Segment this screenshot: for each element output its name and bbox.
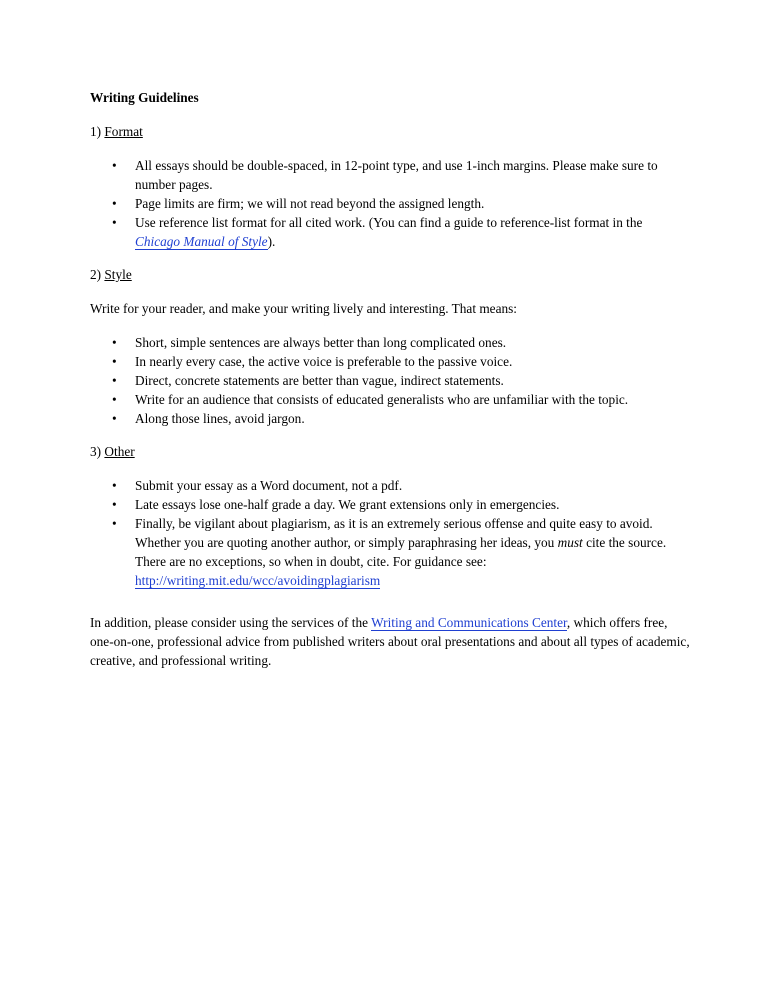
- section-heading-label: Style: [104, 267, 132, 282]
- list-item-text: Finally, be vigilant about plagiarism, as it is an extremely serious offense and quite easy to avoid. Whether you are quoting another author, or simply paraphrasing her ideas, you: [135, 516, 653, 550]
- section-heading-other: [90, 442, 690, 461]
- list-item: [90, 476, 690, 495]
- section-number: 1): [90, 124, 105, 139]
- closing-text: In addition, please consider using the services of the: [90, 615, 372, 630]
- list-item: [90, 213, 690, 251]
- bullet-icon: •: [112, 335, 117, 350]
- link-text: Chicago Manual of Style: [135, 234, 268, 249]
- emphasis-text: must: [557, 535, 583, 550]
- closing-text-tail: , which offers free, one-on-one, professional advice from published writers about oral presentations and about all types of academic, creative, and professional writing.: [90, 615, 690, 668]
- plagiarism-guide-link[interactable]: http://writing.mit.edu/wcc/avoidingplagiarism: [135, 573, 381, 588]
- bullet-icon: •: [112, 196, 117, 211]
- list-item-text: Write for an audience that consists of educated generalists who are unfamiliar with the topic.: [135, 392, 629, 407]
- chicago-manual-link[interactable]: [135, 234, 268, 250]
- list-item-text: Use reference list format for all cited work. (You can find a guide to reference-list format in the: [135, 215, 643, 230]
- list-item-text-tail: ).: [267, 234, 276, 249]
- section-heading-format: [90, 122, 690, 141]
- page-title: Writing Guidelines: [90, 90, 199, 105]
- list-item: [90, 495, 690, 514]
- list-item-text: In nearly every case, the active voice is preferable to the passive voice.: [135, 354, 513, 369]
- writing-center-link[interactable]: Writing and Communications Center: [371, 615, 567, 630]
- list-item-text: All essays should be double-spaced, in 12-point type, and use 1-inch margins. Please make sure to number pages.: [135, 158, 658, 192]
- bullet-icon: •: [112, 354, 117, 369]
- bullet-icon: •: [112, 478, 117, 493]
- section-heading-label: Format: [104, 124, 143, 139]
- list-item: [90, 156, 690, 194]
- list-item-text: Along those lines, avoid jargon.: [135, 411, 305, 426]
- other-list: [90, 476, 690, 590]
- list-item: [90, 409, 690, 428]
- list-item: [90, 390, 690, 409]
- list-item: [90, 352, 690, 371]
- bullet-icon: •: [112, 373, 117, 388]
- list-item: [90, 371, 690, 390]
- spacer: [90, 604, 690, 613]
- closing-paragraph: [90, 613, 690, 670]
- list-item-text: Short, simple sentences are always better than long complicated ones.: [135, 335, 507, 350]
- list-item-text: Late essays lose one-half grade a day. We grant extensions only in emergencies.: [135, 497, 560, 512]
- bullet-icon: •: [112, 411, 117, 426]
- section-number: 2): [90, 267, 105, 282]
- list-item-text: Direct, concrete statements are better than vague, indirect statements.: [135, 373, 504, 388]
- list-item-text-middle: cite the source. There are no exceptions, so when in doubt, cite. For guidance see:: [135, 535, 667, 569]
- bullet-icon: •: [112, 158, 117, 173]
- bullet-icon: •: [112, 497, 117, 512]
- section-number: 3): [90, 444, 105, 459]
- document-page: [90, 88, 690, 685]
- section-heading-label: Other: [104, 444, 135, 459]
- list-item-text: Submit your essay as a Word document, not a pdf.: [135, 478, 403, 493]
- list-item: [90, 194, 690, 213]
- bullet-icon: •: [112, 392, 117, 407]
- section-heading-style: [90, 265, 690, 284]
- list-item-text: Page limits are firm; we will not read beyond the assigned length.: [135, 196, 485, 211]
- style-intro: Write for your reader, and make your writing lively and interesting. That means:: [90, 301, 518, 316]
- bullet-icon: •: [112, 516, 117, 531]
- bullet-icon: •: [112, 215, 117, 230]
- list-item: [90, 333, 690, 352]
- list-item: [90, 514, 690, 590]
- style-list: [90, 333, 690, 428]
- format-list: [90, 156, 690, 251]
